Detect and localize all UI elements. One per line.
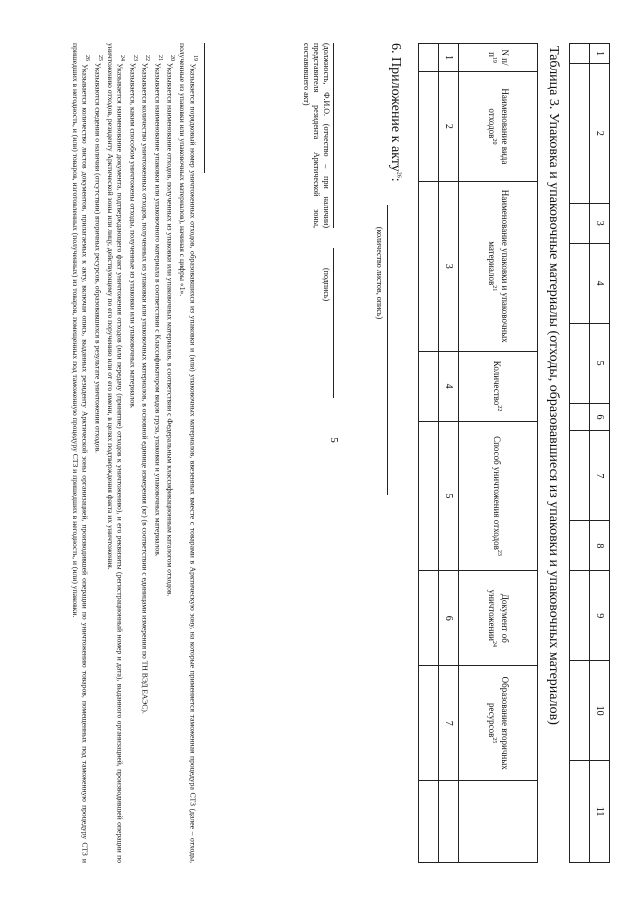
footnote: $^{25}$ Указываются сведения о наличии (отсутствии) вторичных ресурсов, образовавшихся в результате уничтожения отходов. [93,55,103,454]
table-number-row [439,44,459,863]
table-cell: 4 [439,351,459,421]
table-cell: 8 [590,521,610,571]
annex-title: 6. Приложение к акту$^{26}$: [388,43,403,182]
annex-fill-line [387,205,388,495]
table-cell: 3 [590,203,610,243]
table-cell [570,761,590,863]
table-cell [570,431,590,521]
table3 [418,43,538,863]
table-cell [570,661,590,761]
table-cell [570,323,590,403]
footnote: $^{26}$ Указывается количество листов документов, прилагаемых к акту, включая опись, выданных резиденту Арктической зоны организацией, производившей операции по уничтожению товаров, помещенных под таможенную процедуру СТЗ и пришедших в негодность, и (или) товаров, изготовленных (полученных) из товаров, помещенных под таможенную процедуру СТЗ и пришедших в негодность, и (или) упаковки. [70,43,91,863]
footnote: $^{19}$ Указывается порядковый номер уничтоженных отходов, образовавшихся из упаковки и (или) упаковочных материалов, ввезенных вместе с товарами в Арктическую зону, на которые применяется таможенная процедура СТЗ (далее – отходы, полученные из упаковки или упаковочных материалов), начиная с цифры «1». [178,43,198,863]
table-header-cell: Документ об уничтожении$^{24}$ [459,571,538,666]
footnote: $^{23}$ Указывается, каким способом уничтожены отходы, полученные из упаковки или упаковочных материалов. [128,55,138,409]
table-cell [570,243,590,323]
table-cell [419,351,439,421]
footnote: $^{24}$ Указывается наименование документа, подтверждающего факт уничтожения отходов (или передачу (принятие) отходов к уничтожению), и его реквизиты (регистрационный номер и дата), выданного организацией, производившей операции по уничтожению отходов, резиденту Арктической зоны или лицу, действующему по его поручению или от его имени, в целях подтверждения факта их уничтожения. [105,43,126,863]
table-header-cell [459,781,538,863]
table-cell: 1 [590,44,610,64]
footnote: $^{21}$ Указывается наименование упаковки или упаковочного материала в соответствии с Классификатором видов груза, упаковки и упаковочных материалов. [153,55,163,557]
annex-caption: (количество листов, опись) [375,226,384,320]
signatory-fill-line [333,43,334,228]
signature-caption: (подпись) [322,268,331,302]
table-cell: 7 [439,666,459,781]
rotated-content [10,43,610,863]
table-cell: 5 [590,323,610,403]
table-cell [570,521,590,571]
table-cell: 2 [590,63,610,203]
table-cell: 5 [439,421,459,571]
table-header-cell: N $п/п^{19}$ [459,44,538,72]
page-number: 5 [328,437,340,443]
table-cell [570,63,590,203]
table-cell: 6 [439,571,459,666]
table-header-cell: Способ уничтожения отходов$^{23}$ [459,421,538,571]
table-cell: 7 [590,431,610,521]
signatory-caption: (должность, Ф.И.О. (отчество – при наличии) представителя резидента Арктической зоны, составившего акт) [302,43,331,228]
table3-title: Таблица 3. Упаковка и упаковочные материалы (отходы, образовавшиеся из упаковки и упаковочных материалов) [546,46,561,725]
table-cell: 1 [439,44,459,72]
table-row [419,44,439,863]
table-cell [570,571,590,661]
table-cell [570,403,590,431]
table-cell [419,71,439,181]
table-cell: 4 [590,243,610,323]
table-cell [419,781,439,863]
table-cell [570,44,590,64]
table-cell [419,666,439,781]
table-cell [419,44,439,72]
table-cell: 3 [439,181,459,351]
table-header-cell: Количество$^{22}$ [459,351,538,421]
table-row [570,44,590,863]
table-cell [419,571,439,666]
table-cell: 10 [590,661,610,761]
table-cell [419,421,439,571]
table-cell [439,781,459,863]
table-header-row [459,44,538,863]
table-cell: 11 [590,761,610,863]
table-header-cell: Наименование вида отходов$^{20}$ [459,71,538,181]
table-header-row [590,44,610,863]
footnotes [70,43,200,863]
table-cell: 9 [590,571,610,661]
table-cell [419,181,439,351]
table-header-cell: Образование вторичных ресурсов$^{25}$ [459,666,538,781]
continuation-table [569,43,610,863]
footnote-separator [204,43,205,173]
table-header-cell: Наименование упаковки и упаковочных материалов$^{21}$ [459,181,538,351]
table-cell [570,203,590,243]
signature-fill-line [333,248,334,398]
footnote: $^{22}$ Указывается количество уничтоженных отходов, полученных из упаковки или упаковочных материалов, в основной единице измерения (кг) (в соответствии с единицами измерения по ТН ВЭД ЕАЭС). [140,55,151,714]
footnote: $^{20}$ Указывается наименование отходов, полученных из упаковки или упаковочных материалов, в соответствии с Федеральным классификационным каталогом отходов. [165,55,176,597]
table-cell: 2 [439,71,459,181]
table-cell: 6 [590,403,610,431]
